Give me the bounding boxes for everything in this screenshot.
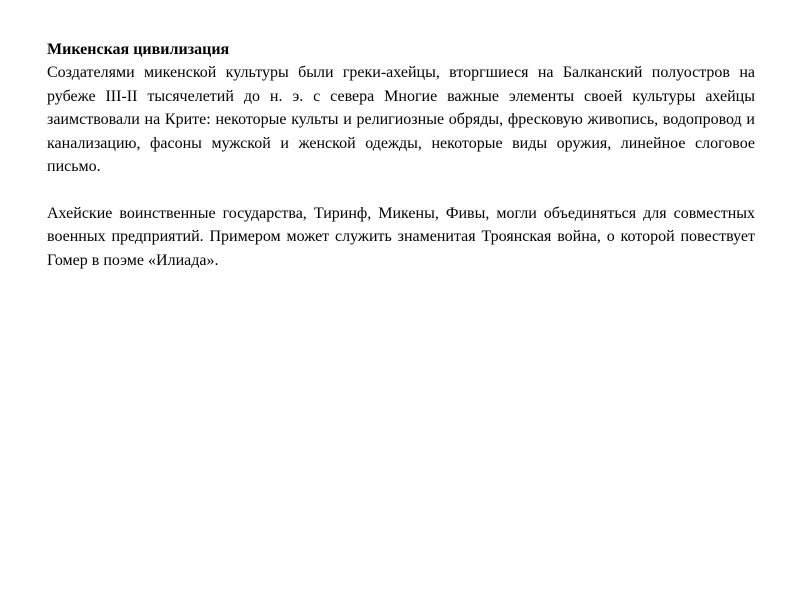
document-title: Микенская цивилизация bbox=[47, 41, 230, 58]
text-block bbox=[47, 38, 755, 272]
paragraph-achaean-states: Ахейские воинственные государства, Тиринф, Микены, Фивы, могли объединяться для совместных военных предприятий. Примером может служить знаменитая Троянская война, о которой повествует Гомер в поэме «Илиада». bbox=[47, 204, 755, 269]
paragraph-mycenaean-culture: Создателями микенской культуры были греки-ахейцы, вторгшиеся на Балканский полуостров на рубеже III-II тысячелетий до н. э. с севера Многие важные элементы своей культуры ахейцы заимствовали на Крите: некоторые культы и религиозные обряды, фресковую живопись, водопровод и канализацию, фасоны мужской и женской одежды, некоторые виды оружия, линейное слоговое письмо. bbox=[47, 64, 755, 176]
